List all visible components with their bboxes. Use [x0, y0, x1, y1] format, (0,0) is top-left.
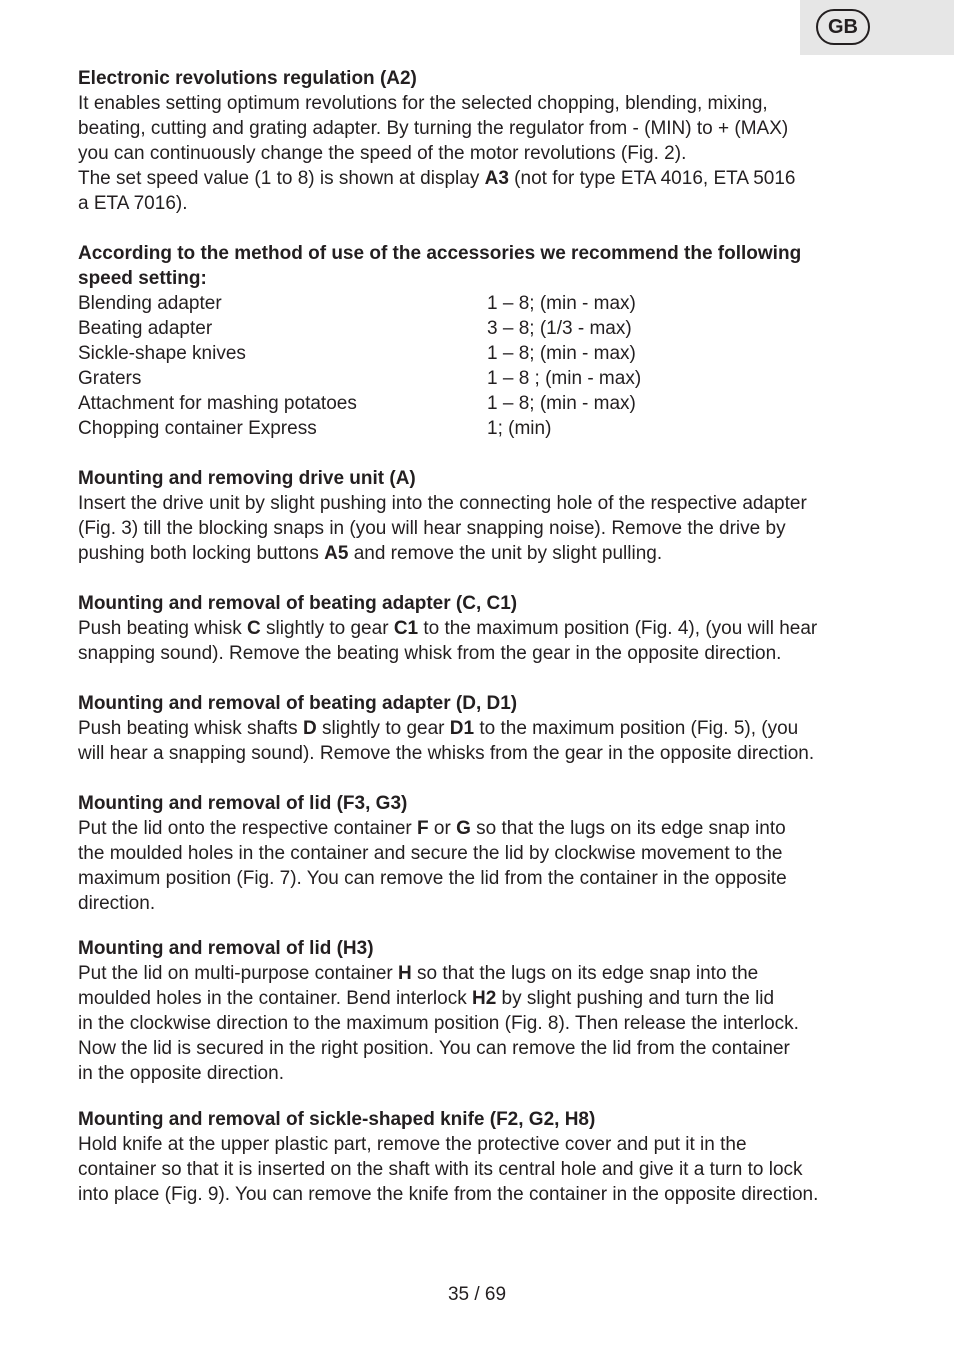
speed-value: 1 – 8 ; (min - max)	[487, 368, 642, 389]
ref-label: H	[398, 963, 412, 984]
paragraph-line: into place (Fig. 9). You can remove the knife from the container in the opposite direction.	[78, 1184, 819, 1205]
text-run: so that the lugs on its edge snap into	[470, 818, 786, 839]
section-drive-unit	[78, 466, 878, 566]
text-run: Put the lid onto the respective container	[78, 818, 418, 839]
text-run: moulded holes in the container. Bend interlock	[78, 988, 472, 1009]
ref-label: A5	[324, 543, 349, 564]
speed-row	[78, 341, 878, 366]
section-heading-cont: speed setting:	[78, 268, 207, 289]
speed-value: 1; (min)	[487, 418, 552, 439]
section-heading: Mounting and removal of lid (F3, G3)	[78, 793, 408, 814]
paragraph-line	[78, 986, 878, 1011]
speed-value: 1 – 8; (min - max)	[487, 343, 636, 364]
text-run: The set speed value (1 to 8) is shown at display	[78, 168, 485, 189]
paragraph-line: It enables setting optimum revolutions for the selected chopping, blending, mixing,	[78, 93, 768, 114]
paragraph-line: beating, cutting and grating adapter. By turning the regulator from - (MIN) to + (MAX)	[78, 118, 789, 139]
page-content	[78, 66, 878, 1232]
section-heading: Electronic revolutions regulation (A2)	[78, 68, 417, 89]
accessory-name: Graters	[78, 368, 142, 389]
section-speed-setting	[78, 241, 878, 441]
text-run: slightly to gear	[316, 718, 450, 739]
speed-table	[78, 291, 878, 441]
text-run: so that the lugs on its edge snap into the	[411, 963, 759, 984]
speed-value: 3 – 8; (1/3 - max)	[487, 318, 632, 339]
text-run: to the maximum position (Fig. 4), (you will hear	[418, 618, 818, 639]
paragraph-line	[78, 616, 878, 641]
text-run: Put the lid on multi-purpose container	[78, 963, 399, 984]
speed-row	[78, 391, 878, 416]
section-heading: Mounting and removing drive unit (A)	[78, 468, 416, 489]
text-run: to the maximum position (Fig. 5), (you	[474, 718, 799, 739]
paragraph-line: snapping sound). Remove the beating whisk from the gear in the opposite direction.	[78, 643, 782, 664]
section-revolutions-regulation	[78, 66, 878, 216]
text-run: by slight pushing and turn the lid	[496, 988, 775, 1009]
speed-value: 1 – 8; (min - max)	[487, 293, 636, 314]
text-run: Push beating whisk	[78, 618, 247, 639]
page-number: 35 / 69	[447, 1284, 507, 1305]
section-heading: Mounting and removal of beating adapter (C, C1)	[78, 593, 518, 614]
paragraph-line: you can continuously change the speed of the motor revolutions (Fig. 2).	[78, 143, 687, 164]
accessory-name: Chopping container Express	[78, 418, 317, 439]
paragraph-line	[78, 716, 878, 741]
ref-label: C	[247, 618, 261, 639]
text-run: or	[428, 818, 457, 839]
ref-label: F	[417, 818, 429, 839]
ref-label: C1	[393, 618, 419, 639]
text-run: slightly to gear	[260, 618, 394, 639]
paragraph-line: in the opposite direction.	[78, 1063, 284, 1084]
paragraph-line: in the clockwise direction to the maximum position (Fig. 8). Then release the interlock.	[78, 1013, 799, 1034]
section-heading: According to the method of use of the accessories we recommend the following	[78, 243, 802, 264]
section-heading: Mounting and removal of lid (H3)	[78, 938, 374, 959]
ref-label: D	[302, 718, 317, 739]
speed-row	[78, 416, 878, 441]
text-run: (not for type ETA 4016, ETA 5016	[508, 168, 796, 189]
accessory-name: Sickle-shape knives	[78, 343, 246, 364]
paragraph-line: (Fig. 3) till the blocking snaps in (you will hear snapping noise). Remove the drive by	[78, 518, 786, 539]
accessory-name: Beating adapter	[78, 318, 213, 339]
paragraph-line: Hold knife at the upper plastic part, remove the protective cover and put it in the	[78, 1134, 747, 1155]
speed-row	[78, 291, 878, 316]
text-run: Push beating whisk shafts	[78, 718, 303, 739]
paragraph-line: direction.	[78, 893, 156, 914]
section-lid-f3-g3	[78, 791, 878, 916]
paragraph-line	[78, 541, 878, 566]
accessory-name: Blending adapter	[78, 293, 222, 314]
section-lid-h3	[78, 936, 878, 1086]
paragraph-line: Now the lid is secured in the right position. You can remove the lid from the container	[78, 1038, 790, 1059]
language-badge: GB	[816, 9, 870, 45]
speed-row	[78, 366, 878, 391]
language-tab	[800, 0, 954, 55]
ref-label: A3	[484, 168, 509, 189]
section-heading: Mounting and removal of sickle-shaped knife (F2, G2, H8)	[78, 1109, 596, 1130]
paragraph-line: Insert the drive unit by slight pushing into the connecting hole of the respective adapter	[78, 493, 807, 514]
ref-label: G	[456, 818, 471, 839]
paragraph-line	[78, 961, 878, 986]
text-run: pushing both locking buttons	[78, 543, 325, 564]
paragraph-line: will hear a snapping sound). Remove the whisks from the gear in the opposite direction.	[78, 743, 815, 764]
paragraph-line: the moulded holes in the container and secure the lid by clockwise movement to the	[78, 843, 783, 864]
ref-label: D1	[449, 718, 475, 739]
paragraph-line	[78, 816, 878, 841]
accessory-name: Attachment for mashing potatoes	[78, 393, 357, 414]
section-sickle-knife	[78, 1107, 878, 1207]
speed-value: 1 – 8; (min - max)	[487, 393, 636, 414]
paragraph-line: a ETA 7016).	[78, 193, 188, 214]
ref-label: H2	[471, 988, 497, 1009]
paragraph-line: maximum position (Fig. 7). You can remove the lid from the container in the opposite	[78, 868, 787, 889]
section-beating-adapter-d	[78, 691, 878, 766]
speed-row	[78, 316, 878, 341]
text-run: and remove the unit by slight pulling.	[348, 543, 663, 564]
section-beating-adapter-c	[78, 591, 878, 666]
paragraph-line: container so that it is inserted on the shaft with its central hole and give it a turn to lock	[78, 1159, 803, 1180]
paragraph-line	[78, 166, 878, 191]
section-heading: Mounting and removal of beating adapter (D, D1)	[78, 693, 518, 714]
